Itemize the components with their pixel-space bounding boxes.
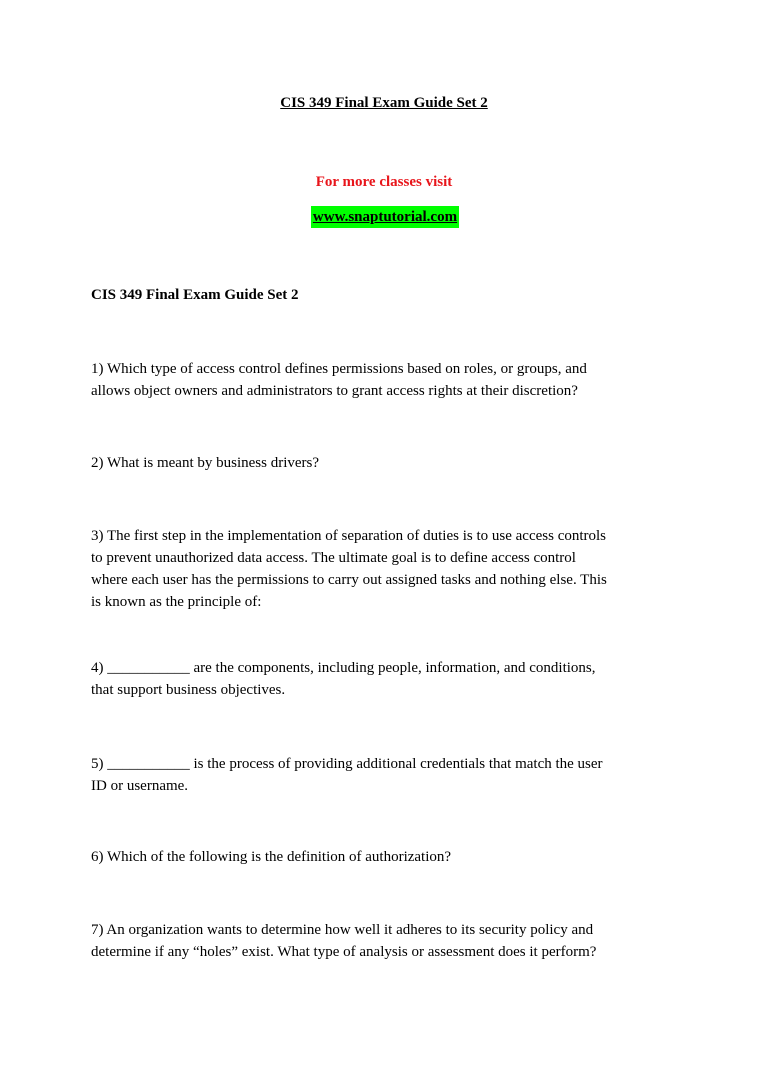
question-1: 1) Which type of access control defines permissions based on roles, or groups, and allows object owners and administrators to grant access rights at their discretion? (91, 361, 587, 399)
promo-link[interactable]: www.snaptutorial.com (311, 206, 459, 228)
promo-link-container (0, 206, 768, 228)
question-5: 5) ___________ is the process of providing additional credentials that match the user ID or username. (91, 756, 603, 794)
document-title: CIS 349 Final Exam Guide Set 2 (280, 95, 488, 111)
promo-text: For more classes visit (315, 174, 453, 190)
question-3: 3) The first step in the implementation of separation of duties is to use access controls to prevent unauthorized data access. The ultimate goal is to define access control where each user has the permissions to carry out assigned tasks and nothing else. This is known as the principle of: (91, 528, 607, 610)
question-6: 6) Which of the following is the definition of authorization? (91, 849, 452, 865)
section-heading: CIS 349 Final Exam Guide Set 2 (91, 287, 299, 303)
question-2: 2) What is meant by business drivers? (91, 455, 320, 471)
question-7: 7) An organization wants to determine how well it adheres to its security policy and determine if any “holes” exist. What type of analysis or assessment does it perform? (91, 922, 597, 960)
question-4: 4) ___________ are the components, including people, information, and conditions, that support business objectives. (91, 660, 596, 698)
